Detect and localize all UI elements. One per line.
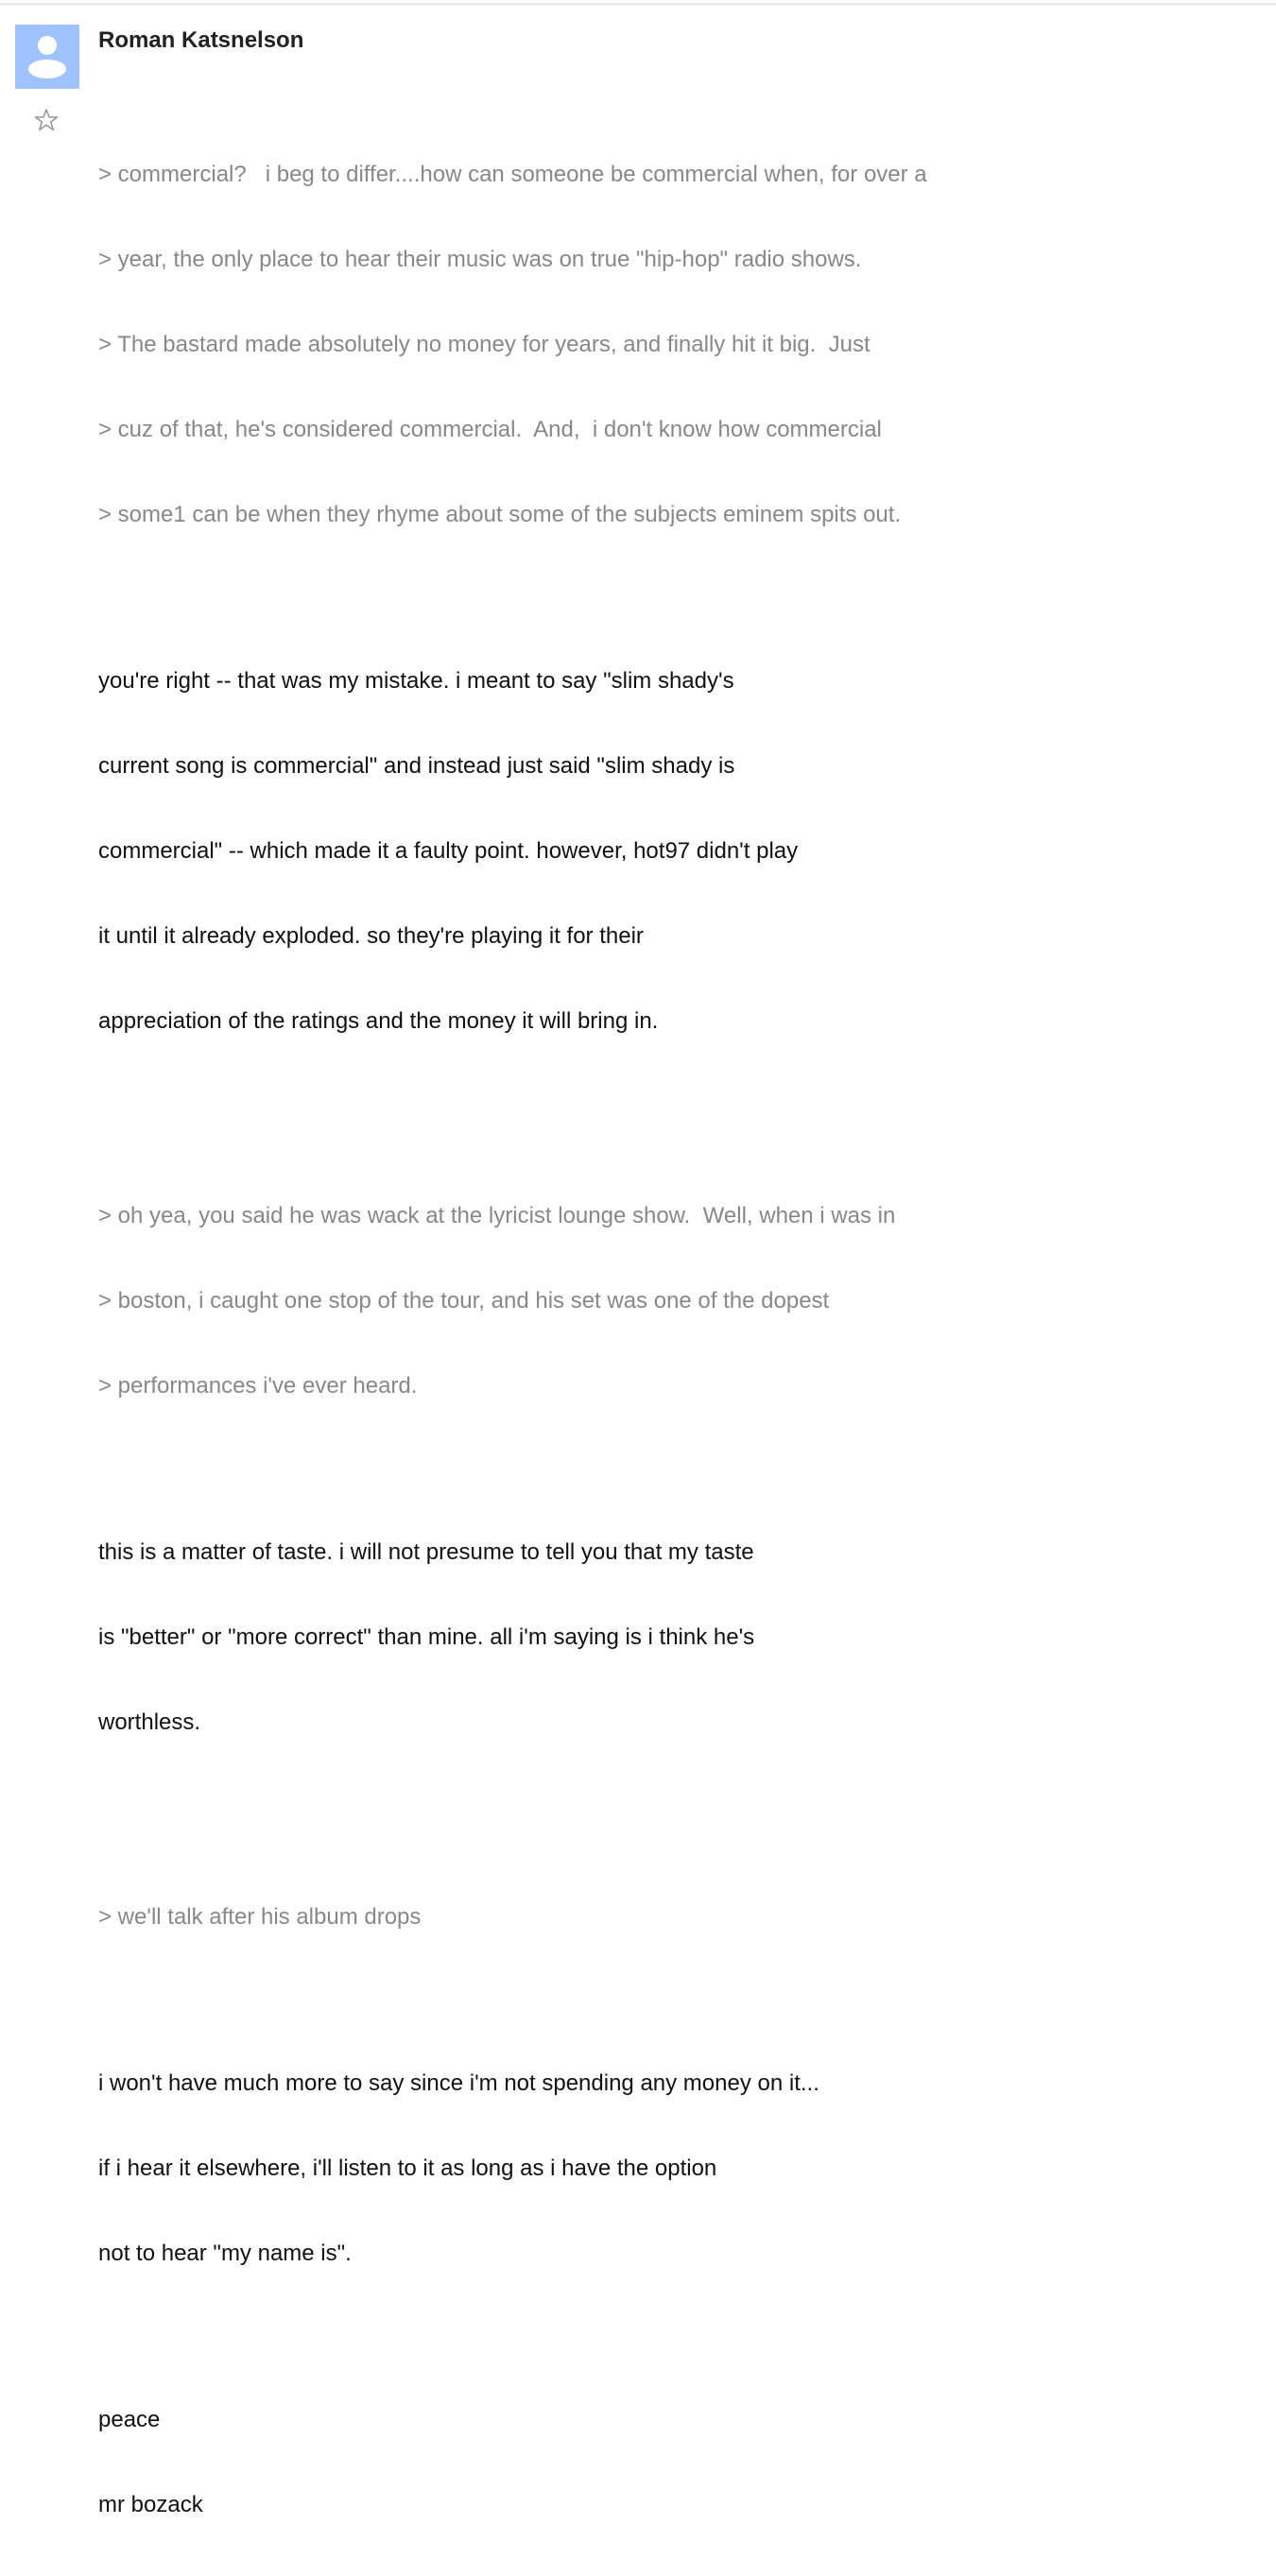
reply-line: current song is commercial" and instead just said "slim shady is — [98, 753, 735, 779]
top-divider — [0, 0, 1276, 6]
reply-line: if i hear it elsewhere, i'll listen to it as long as i have the option — [98, 2155, 717, 2181]
quote-line: > performances i've ever heard. — [98, 1373, 418, 1399]
quoted-text — [98, 104, 1261, 586]
reply-line: it until it already exploded. so they're playing it for their — [98, 923, 644, 949]
reply-line: is "better" or "more correct" than mine. all i'm saying is i think he's — [98, 1624, 755, 1650]
quote-line: > year, the only place to hear their music was on true "hip-hop" radio shows. — [98, 247, 862, 272]
star-outline-icon[interactable] — [34, 108, 59, 132]
reply-line: commercial" -- which made it a faulty point. however, hot97 didn't play — [98, 838, 799, 864]
quote-line: > boston, i caught one stop of the tour, and his set was one of the dopest — [98, 1288, 830, 1314]
reply-line: worthless. — [98, 1709, 201, 1735]
quote-line: > commercial? i beg to differ....how can someone be commercial when, for over a — [98, 162, 927, 187]
quoted-text — [98, 1846, 1261, 1988]
person-silhouette-icon — [15, 25, 79, 89]
reply-line: not to hear "my name is". — [98, 2241, 352, 2266]
quote-line: > some1 can be when they rhyme about some of the subjects eminem spits out. — [98, 502, 902, 527]
reply-line: you're right -- that was my mistake. i meant to say "slim shady's — [98, 668, 734, 694]
reply-text — [98, 2013, 1261, 2325]
sender-name[interactable]: Roman Katsnelson — [98, 27, 304, 53]
quote-line: > cuz of that, he's considered commercial. And, i don't know how commercial — [98, 417, 882, 442]
message-body — [98, 104, 1261, 2576]
reply-line: appreciation of the ratings and the money it will bring in. — [98, 1008, 659, 1034]
quote-line: > we'll talk after his album drops — [98, 1904, 422, 1930]
reply-line: this is a matter of taste. i will not presume to tell you that my taste — [98, 1539, 754, 1565]
quote-line: > The bastard made absolutely no money for years, and finally hit it big. Just — [98, 332, 871, 357]
reply-text — [98, 1482, 1261, 1794]
reply-text — [98, 610, 1261, 1092]
signoff — [98, 2349, 1261, 2576]
signoff-line: mr bozack — [98, 2492, 203, 2517]
sender-avatar[interactable] — [15, 25, 79, 89]
signoff-line: peace — [98, 2407, 161, 2432]
quote-line: > oh yea, you said he was wack at the lyricist lounge show. Well, when i was in — [98, 1203, 896, 1228]
quoted-text — [98, 1145, 1261, 1457]
reply-line: i won't have much more to say since i'm not spending any money on it... — [98, 2070, 819, 2096]
